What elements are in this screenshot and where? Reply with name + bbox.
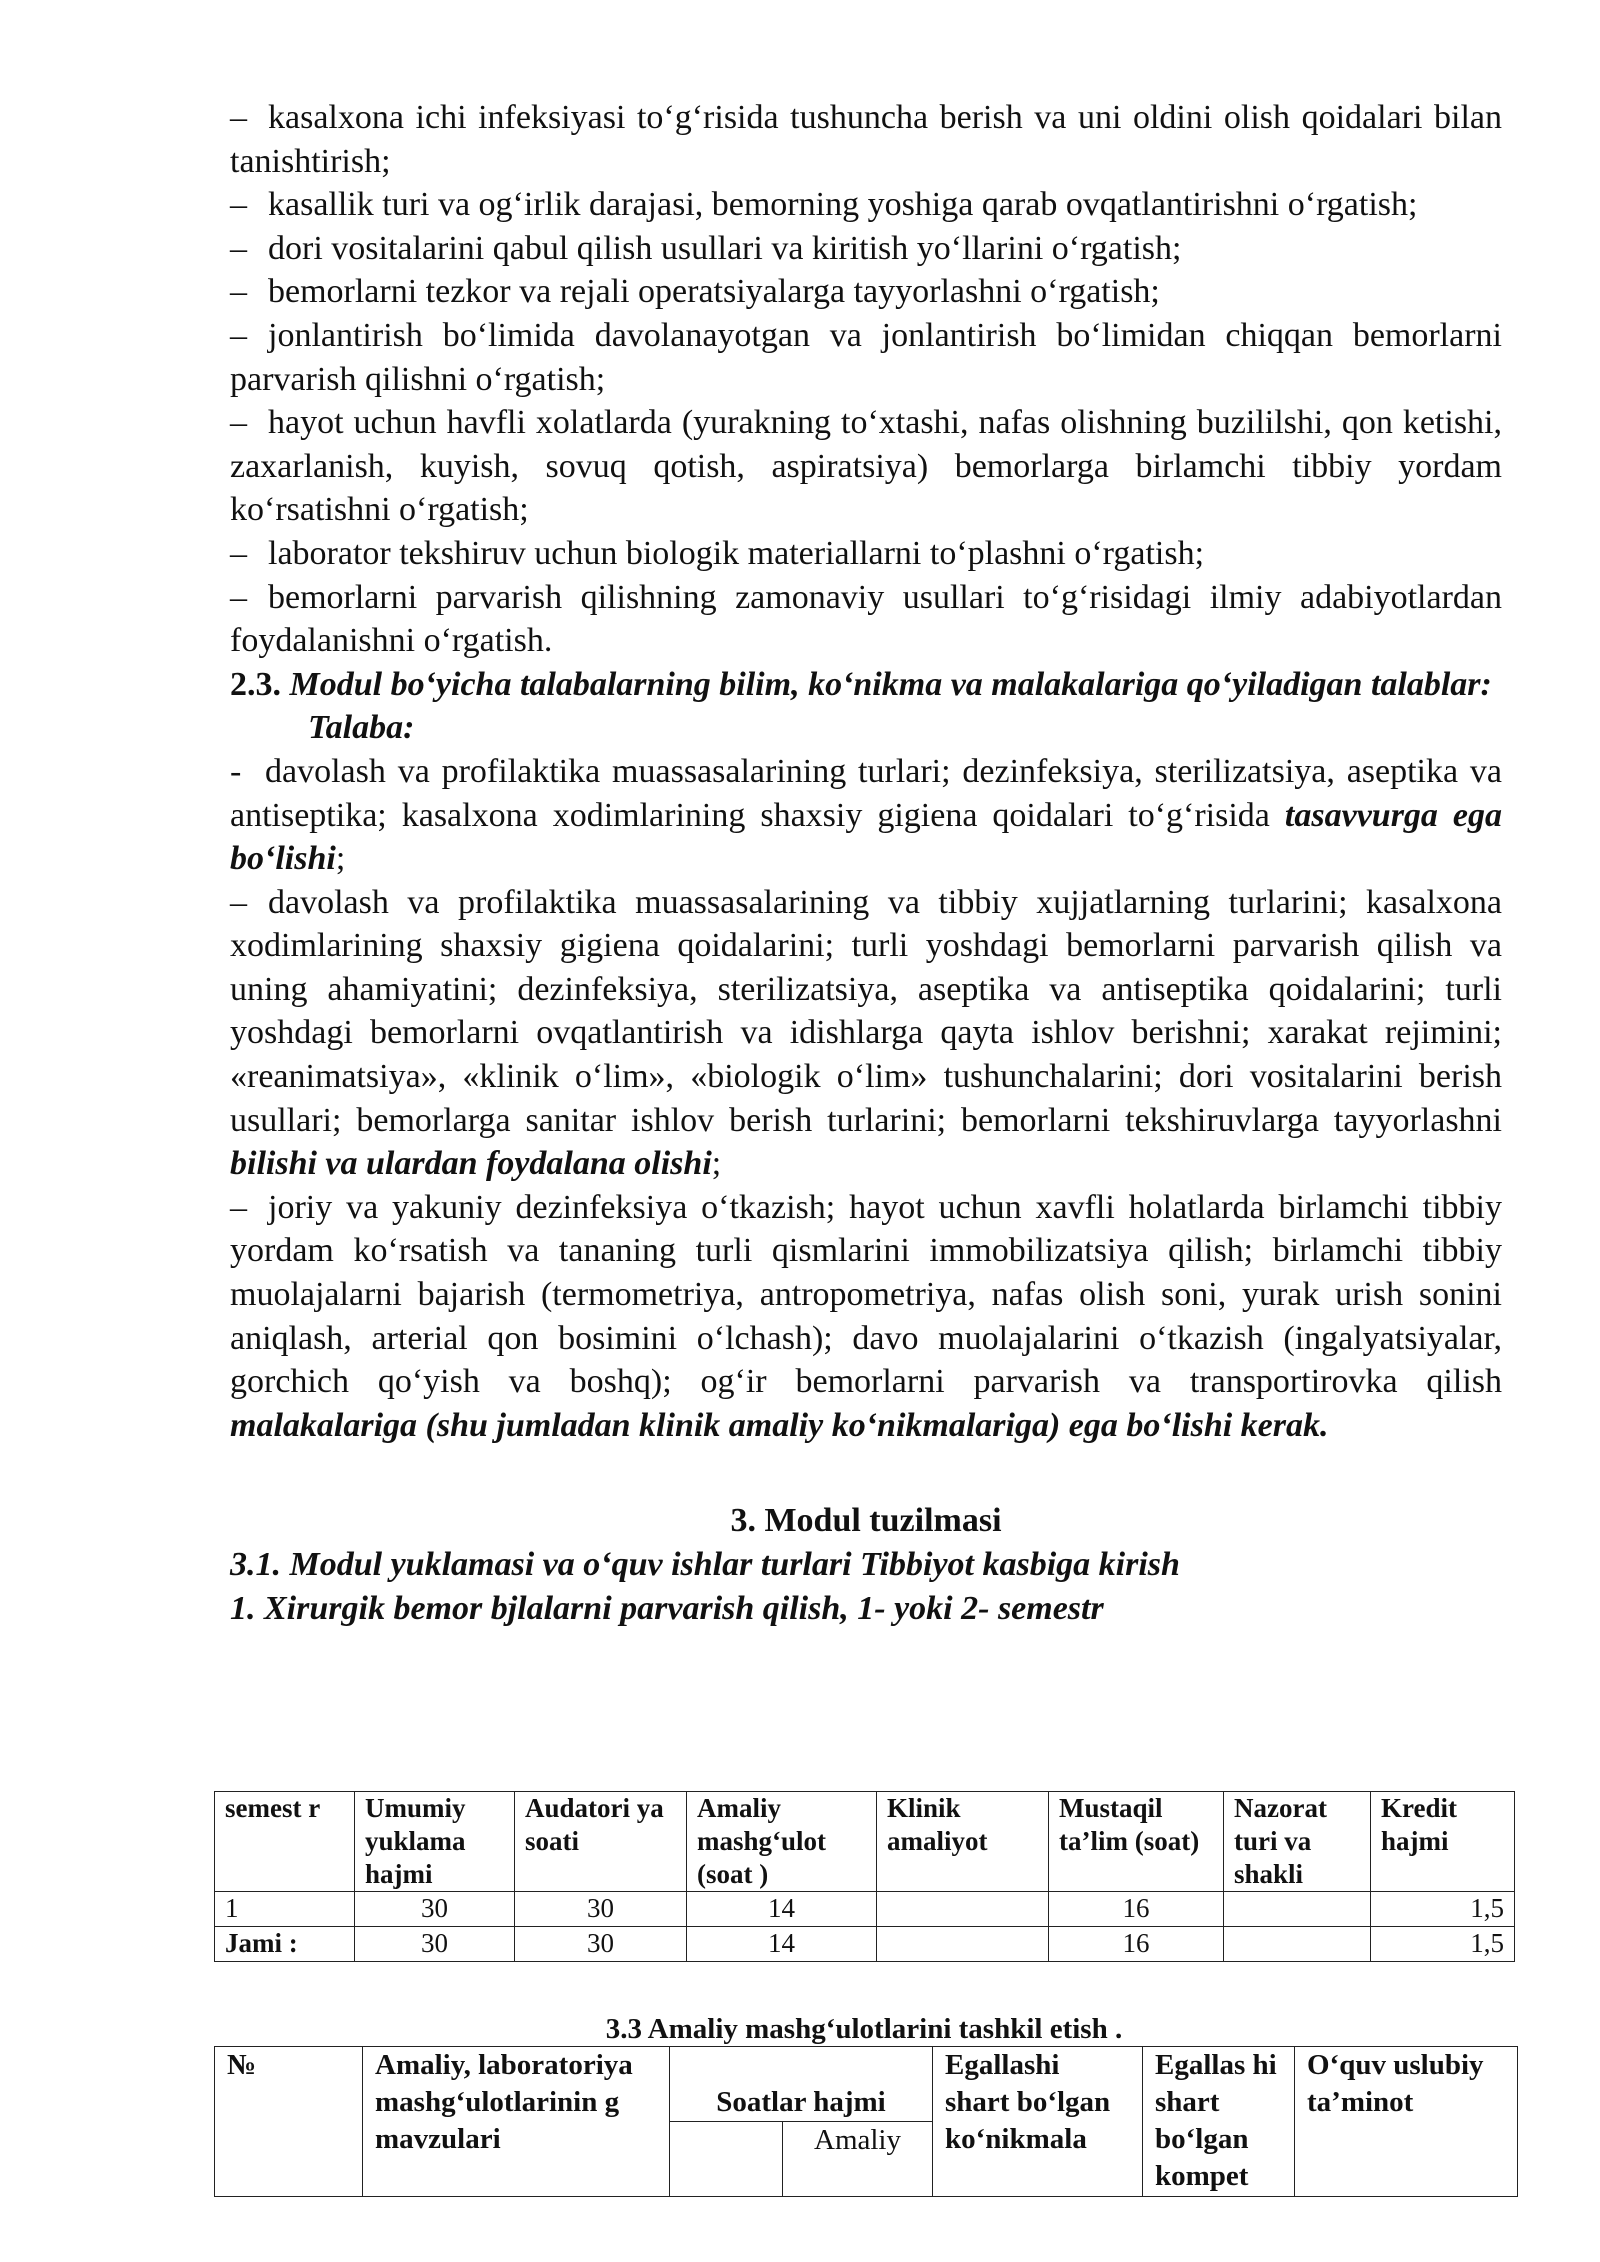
dash-bullet: – xyxy=(230,883,247,921)
dash-bullet: – xyxy=(230,273,247,311)
table-cell: 14 xyxy=(687,1927,877,1962)
requirement-1 xyxy=(230,750,1502,881)
list-item xyxy=(230,270,1502,314)
list-item xyxy=(230,314,1502,401)
header-cell: Nazorat turi va shakli xyxy=(1224,1792,1371,1892)
header-cell: Amaliy mashg‘ulot (soat ) xyxy=(687,1792,877,1892)
section-title: Modul bo‘yicha talabalarning bilim, ko‘nikma va malakalariga qo‘yiladigan talablar: xyxy=(289,665,1492,703)
requirement-text: davolash va profilaktika muassasalarining turlari; dezinfeksiya, sterilizatsiya, aseptika va antiseptika; kasalxona xodimlarining shaxsiy gigiena qoidalari to‘g‘risida xyxy=(230,752,1503,834)
requirement-text: davolash va profilaktika muassasalarining va tibbiy xujjatlarning turlarini; kasalxona xodimlarining shaxsiy gigiena qoidalarini; turli yoshdagi bemorlarni parvarish qilish va uning ahamiyatini; dezinfeksiya, sterilizatsiya, aseptika va antiseptika qoidalarini; turli yoshdagi bemorlarni ovqatlantirish va idishlarga qayta ishlov berishni; xarakat rejimini; «reanimatsiya», «klinik o‘lim», «biologik o‘lim» tushunchalarini; dori vositalarini berish usullari; bemorlarga sanitar ishlov berish turlarini; bemorlarni tekshiruvlarga tayyorlashni xyxy=(230,883,1502,1139)
dash-bullet: – xyxy=(230,534,247,572)
table-cell xyxy=(877,1892,1049,1927)
dash-bullet: – xyxy=(230,99,247,136)
list-item-text: bemorlarni tezkor va rejali operatsiyalarga tayyorlashni o‘rgatish; xyxy=(268,273,1160,311)
table-cell xyxy=(877,1927,1049,1962)
list-item xyxy=(230,227,1502,271)
header-cell: semest r xyxy=(215,1792,355,1892)
talaba-label: Talaba: xyxy=(308,709,415,747)
table-cell: 1,5 xyxy=(1371,1927,1515,1962)
table-row xyxy=(215,1892,1515,1927)
list-item xyxy=(230,183,1502,227)
section-2-3-heading xyxy=(230,663,1502,707)
list-item-text: hayot uchun havfli xolatlarda (yurakning to‘xtashi, nafas olishning buzililshi, qon ketishi, zaxarlanish, kuyish, sovuq qotish, aspiratsiya) bemorlarga birlamchi tibbiy yordam ko‘rsatishni o‘rgatish; xyxy=(230,404,1502,529)
list-item xyxy=(230,401,1502,532)
table-cell: 30 xyxy=(515,1927,687,1962)
table-cell: 30 xyxy=(355,1927,515,1962)
table-cell: 30 xyxy=(515,1892,687,1927)
dash-bullet: – xyxy=(230,186,247,224)
list-item xyxy=(230,576,1502,663)
table-cell: 1,5 xyxy=(1371,1892,1515,1927)
practical-lessons-table xyxy=(214,2046,1518,2197)
requirement-text: joriy va yakuniy dezinfeksiya o‘tkazish; hayot uchun xavfli holatlarda birlamchi tibbiy yordam ko‘rsatish va tananing turli qismlarini immobilizatsiya qilish; birlamchi tibbiy muolajalarni bajarish (termometriya, antropometriya, nafas olish soni, yurak urish sonini aniqlash, arterial qon bosimini o‘lchash); davo muolajalarini o‘tkazish (ingalyatsiyalar, gorchich qo‘yish va boshq); og‘ir bemorlarni parvarish va transportirovka qilish xyxy=(230,1188,1502,1401)
table-cell xyxy=(1224,1892,1371,1927)
table-cell: 16 xyxy=(1049,1927,1224,1962)
list-item-text: bemorlarni parvarish qilishning zamonaviy usullari to‘g‘risidagi ilmiy adabiyotlardan foydalanishni o‘rgatish. xyxy=(230,578,1502,660)
header-cell-practical: Amaliy xyxy=(783,2122,933,2197)
list-item xyxy=(230,532,1502,576)
list-item-text: laborator tekshiruv uchun biologik materiallarni to‘plashni o‘rgatish; xyxy=(268,534,1205,572)
table-3-3-title: 3.3 Amaliy mashg‘ulotlarini tashkil etish . xyxy=(605,2013,1123,2045)
table-row xyxy=(215,1927,1515,1962)
header-cell-skills: Egallashi shart bo‘lgan ko‘nikmala xyxy=(933,2047,1143,2197)
requirement-3 xyxy=(230,1186,1502,1448)
list-item-text: dori vositalarini qabul qilish usullari va kiritish yo‘llarini o‘rgatish; xyxy=(268,229,1182,267)
dash-bullet: – xyxy=(230,229,247,267)
requirement-2 xyxy=(230,881,1502,1186)
dash-bullet: – xyxy=(230,404,247,442)
requirement-emphasis: malakalariga (shu jumladan klinik amaliy ko‘nikmalariga) ega bo‘lishi kerak. xyxy=(230,1406,1329,1444)
dash-bullet: – xyxy=(230,316,247,354)
table-cell: 30 xyxy=(355,1892,515,1927)
dash-bullet: – xyxy=(230,1188,247,1226)
section-3-1-subtitle: 1. Xirurgik bemor bjlalarni parvarish qilish, 1- yoki 2- semestr xyxy=(230,1589,1104,1627)
document-page xyxy=(230,96,1502,1630)
list-item-text: kasallik turi va og‘irlik darajasi, bemorning yoshiga qarab ovqatlantirishni o‘rgatish; xyxy=(268,186,1418,224)
module-load-table xyxy=(214,1791,1515,1962)
list-item-text: kasalxona ichi infeksiyasi to‘g‘risida tushuncha berish va uni oldini olish qoidalari bilan tanishtirish; xyxy=(230,99,1502,180)
requirement-end: ; xyxy=(335,840,346,878)
table-cell: 16 xyxy=(1049,1892,1224,1927)
header-cell: Umumiy yuklama hajmi xyxy=(355,1792,515,1892)
header-cell: Kredit hajmi xyxy=(1371,1792,1515,1892)
header-cell: Audatori ya soati xyxy=(515,1792,687,1892)
header-cell: Klinik amaliyot xyxy=(877,1792,1049,1892)
table-cell: 1 xyxy=(215,1892,355,1927)
header-cell-hours-empty xyxy=(670,2122,783,2197)
header-cell-number: № xyxy=(215,2047,363,2197)
table-cell: Jami : xyxy=(215,1927,355,1962)
requirement-emphasis: bilishi va ulardan foydalana olishi xyxy=(230,1145,712,1183)
header-cell-spacer xyxy=(670,2047,933,2085)
header-cell-hours: Soatlar hajmi xyxy=(670,2084,933,2122)
list-item-text: jonlantirish bo‘limida davolanayotgan va jonlantirish bo‘limidan chiqqan bemorlarni parvarish qilishni o‘rgatish; xyxy=(230,316,1502,398)
header-cell-topics: Amaliy, laboratoriya mashg‘ulotlarinin g mavzulari xyxy=(363,2047,670,2197)
section-3-1-title: 3.1. Modul yuklamasi va o‘quv ishlar turlari Tibbiyot kasbiga kirish xyxy=(230,1546,1180,1583)
header-cell: Mustaqil ta’lim (soat) xyxy=(1049,1792,1224,1892)
table-cell: 14 xyxy=(687,1892,877,1927)
header-cell-methodical: O‘quv uslubiy ta’minot xyxy=(1295,2047,1518,2197)
table-header-row xyxy=(215,1792,1515,1892)
list-item xyxy=(230,96,1502,183)
table-cell xyxy=(1224,1927,1371,1962)
section-3-title: 3. Modul tuzilmasi xyxy=(730,1502,1002,1540)
section-number: 2.3. xyxy=(230,665,281,703)
table-header-row xyxy=(215,2047,1518,2085)
dash-bullet: – xyxy=(230,578,247,616)
requirement-end: ; xyxy=(711,1145,722,1183)
dash-bullet: - xyxy=(230,752,242,790)
header-cell-competence: Egallas hi shart bo‘lgan kompet xyxy=(1143,2047,1295,2197)
requirement-emphasis: tasavvurga ega bo‘lishi xyxy=(230,796,1503,878)
